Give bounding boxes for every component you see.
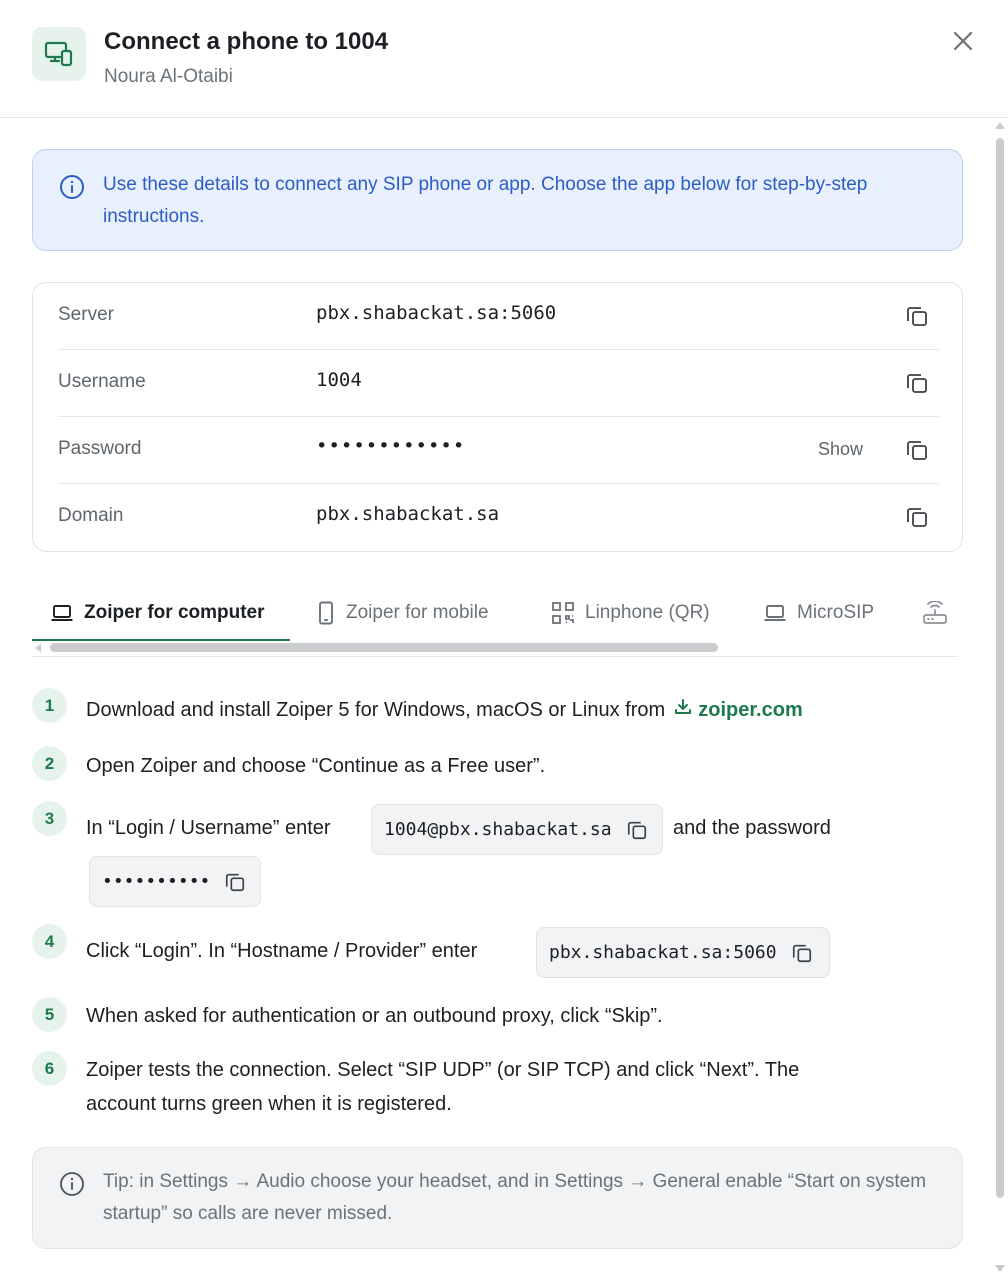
- username-label: Username: [58, 371, 146, 392]
- copy-domain-icon[interactable]: [904, 504, 930, 530]
- step-4-pre-text: Click “Login”. In “Hostname / Provider” enter: [86, 940, 478, 962]
- scrollbar-thumb[interactable]: [996, 138, 1004, 1198]
- copy-icon[interactable]: [224, 871, 246, 893]
- server-value: pbx.shabackat.sa:5060: [316, 302, 557, 324]
- app-tabs: [32, 585, 958, 657]
- zoiper-link-text: zoiper.com: [698, 699, 803, 721]
- laptop-icon: [763, 603, 787, 623]
- step-2-text: Open Zoiper and choose “Continue as a Free user”.: [86, 755, 546, 777]
- phone-icon: [316, 601, 336, 625]
- domain-value: pbx.shabackat.sa: [316, 503, 500, 525]
- tab-label: Linphone (QR): [585, 602, 710, 623]
- vertical-scrollbar[interactable]: [994, 122, 1006, 1272]
- step-5: [32, 997, 962, 1037]
- username-row: [58, 350, 939, 417]
- username-chip-value: 1004@pbx.shabackat.sa: [384, 819, 612, 840]
- password-label: Password: [58, 438, 142, 459]
- download-icon: [673, 697, 693, 717]
- info-banner: [32, 149, 963, 251]
- step-number: 3: [32, 801, 67, 836]
- scrollbar-thumb[interactable]: [50, 643, 718, 652]
- scroll-down-arrow-icon[interactable]: [995, 1265, 1005, 1272]
- info-banner-text: Use these details to connect any SIP phone or app. Choose the app below for step-by-step instructions.: [103, 174, 868, 227]
- tabs-horizontal-scrollbar[interactable]: [32, 643, 958, 653]
- step-number: 6: [32, 1051, 67, 1086]
- tab-zoiper-computer[interactable]: [50, 585, 265, 641]
- dialog-title: Connect a phone to 1004: [104, 28, 389, 55]
- dialog-subtitle: Noura Al-Otaibi: [104, 66, 233, 87]
- active-tab-indicator: [32, 639, 290, 641]
- tab-label: Zoiper for computer: [84, 602, 265, 623]
- step-6: [32, 1051, 962, 1125]
- tab-zoiper-mobile[interactable]: [316, 585, 489, 641]
- step-number: 5: [32, 997, 67, 1032]
- step-4: [32, 924, 962, 980]
- step-1: [32, 688, 962, 728]
- tip-text: Tip: in Settings → Audio choose your headset, and in Settings → General enable “Start on system startup” so calls are never missed.: [103, 1171, 927, 1224]
- copy-server-icon[interactable]: [904, 303, 930, 329]
- tab-desk-phone[interactable]: [922, 585, 958, 641]
- step-text: [86, 693, 803, 727]
- tab-label: Zoiper for mobile: [346, 602, 489, 623]
- step-number: 1: [32, 688, 67, 723]
- step-6-text-line-2: account turns green when it is registered.: [86, 1093, 452, 1115]
- step-6-text-line-1: Zoiper tests the connection. Select “SIP UDP” (or SIP TCP) and click “Next”. The: [86, 1059, 800, 1081]
- server-label: Server: [58, 304, 114, 325]
- tab-microsip[interactable]: [763, 585, 874, 641]
- domain-row: [58, 484, 939, 551]
- password-row: [58, 417, 939, 484]
- tab-label: MicroSIP: [797, 602, 875, 623]
- copy-password-icon[interactable]: [904, 437, 930, 463]
- credentials-card: [32, 282, 963, 552]
- password-chip[interactable]: [89, 856, 261, 907]
- hostname-chip-value: pbx.shabackat.sa:5060: [549, 942, 777, 963]
- laptop-icon: [50, 603, 74, 623]
- domain-label: Domain: [58, 505, 124, 526]
- step-3: [32, 801, 962, 911]
- tab-linphone-qr[interactable]: [551, 585, 710, 641]
- step-3-pre-text: In “Login / Username” enter: [86, 817, 331, 839]
- password-chip-value: ••••••••••: [102, 871, 211, 892]
- password-value: ••••••••••••: [316, 435, 466, 457]
- copy-username-icon[interactable]: [904, 370, 930, 396]
- username-value: 1004: [316, 369, 362, 391]
- scroll-left-arrow-icon[interactable]: [35, 644, 41, 652]
- info-icon: [59, 1171, 85, 1202]
- step-2: [32, 746, 962, 786]
- step-5-text: When asked for authentication or an outbound proxy, click “Skip”.: [86, 1005, 663, 1027]
- show-password-button[interactable]: Show: [818, 439, 864, 459]
- hostname-chip[interactable]: [536, 927, 830, 978]
- server-row: [58, 283, 939, 350]
- close-icon[interactable]: [946, 24, 980, 58]
- zoiper-download-link[interactable]: [671, 699, 803, 721]
- step-1-text: Download and install Zoiper 5 for Windows, macOS or Linux from: [86, 699, 666, 721]
- info-icon: [59, 174, 85, 205]
- step-3-post-text: and the password: [673, 817, 831, 839]
- copy-icon[interactable]: [626, 819, 648, 841]
- scroll-up-arrow-icon[interactable]: [995, 122, 1005, 129]
- step-number: 4: [32, 924, 67, 959]
- step-number: 2: [32, 746, 67, 781]
- dialog-header: [0, 0, 1008, 118]
- username-chip[interactable]: [371, 804, 663, 855]
- router-icon: [922, 601, 948, 625]
- devices-icon: [32, 27, 86, 81]
- qr-code-icon: [551, 601, 575, 625]
- tip-box: [32, 1147, 963, 1249]
- copy-icon[interactable]: [791, 942, 813, 964]
